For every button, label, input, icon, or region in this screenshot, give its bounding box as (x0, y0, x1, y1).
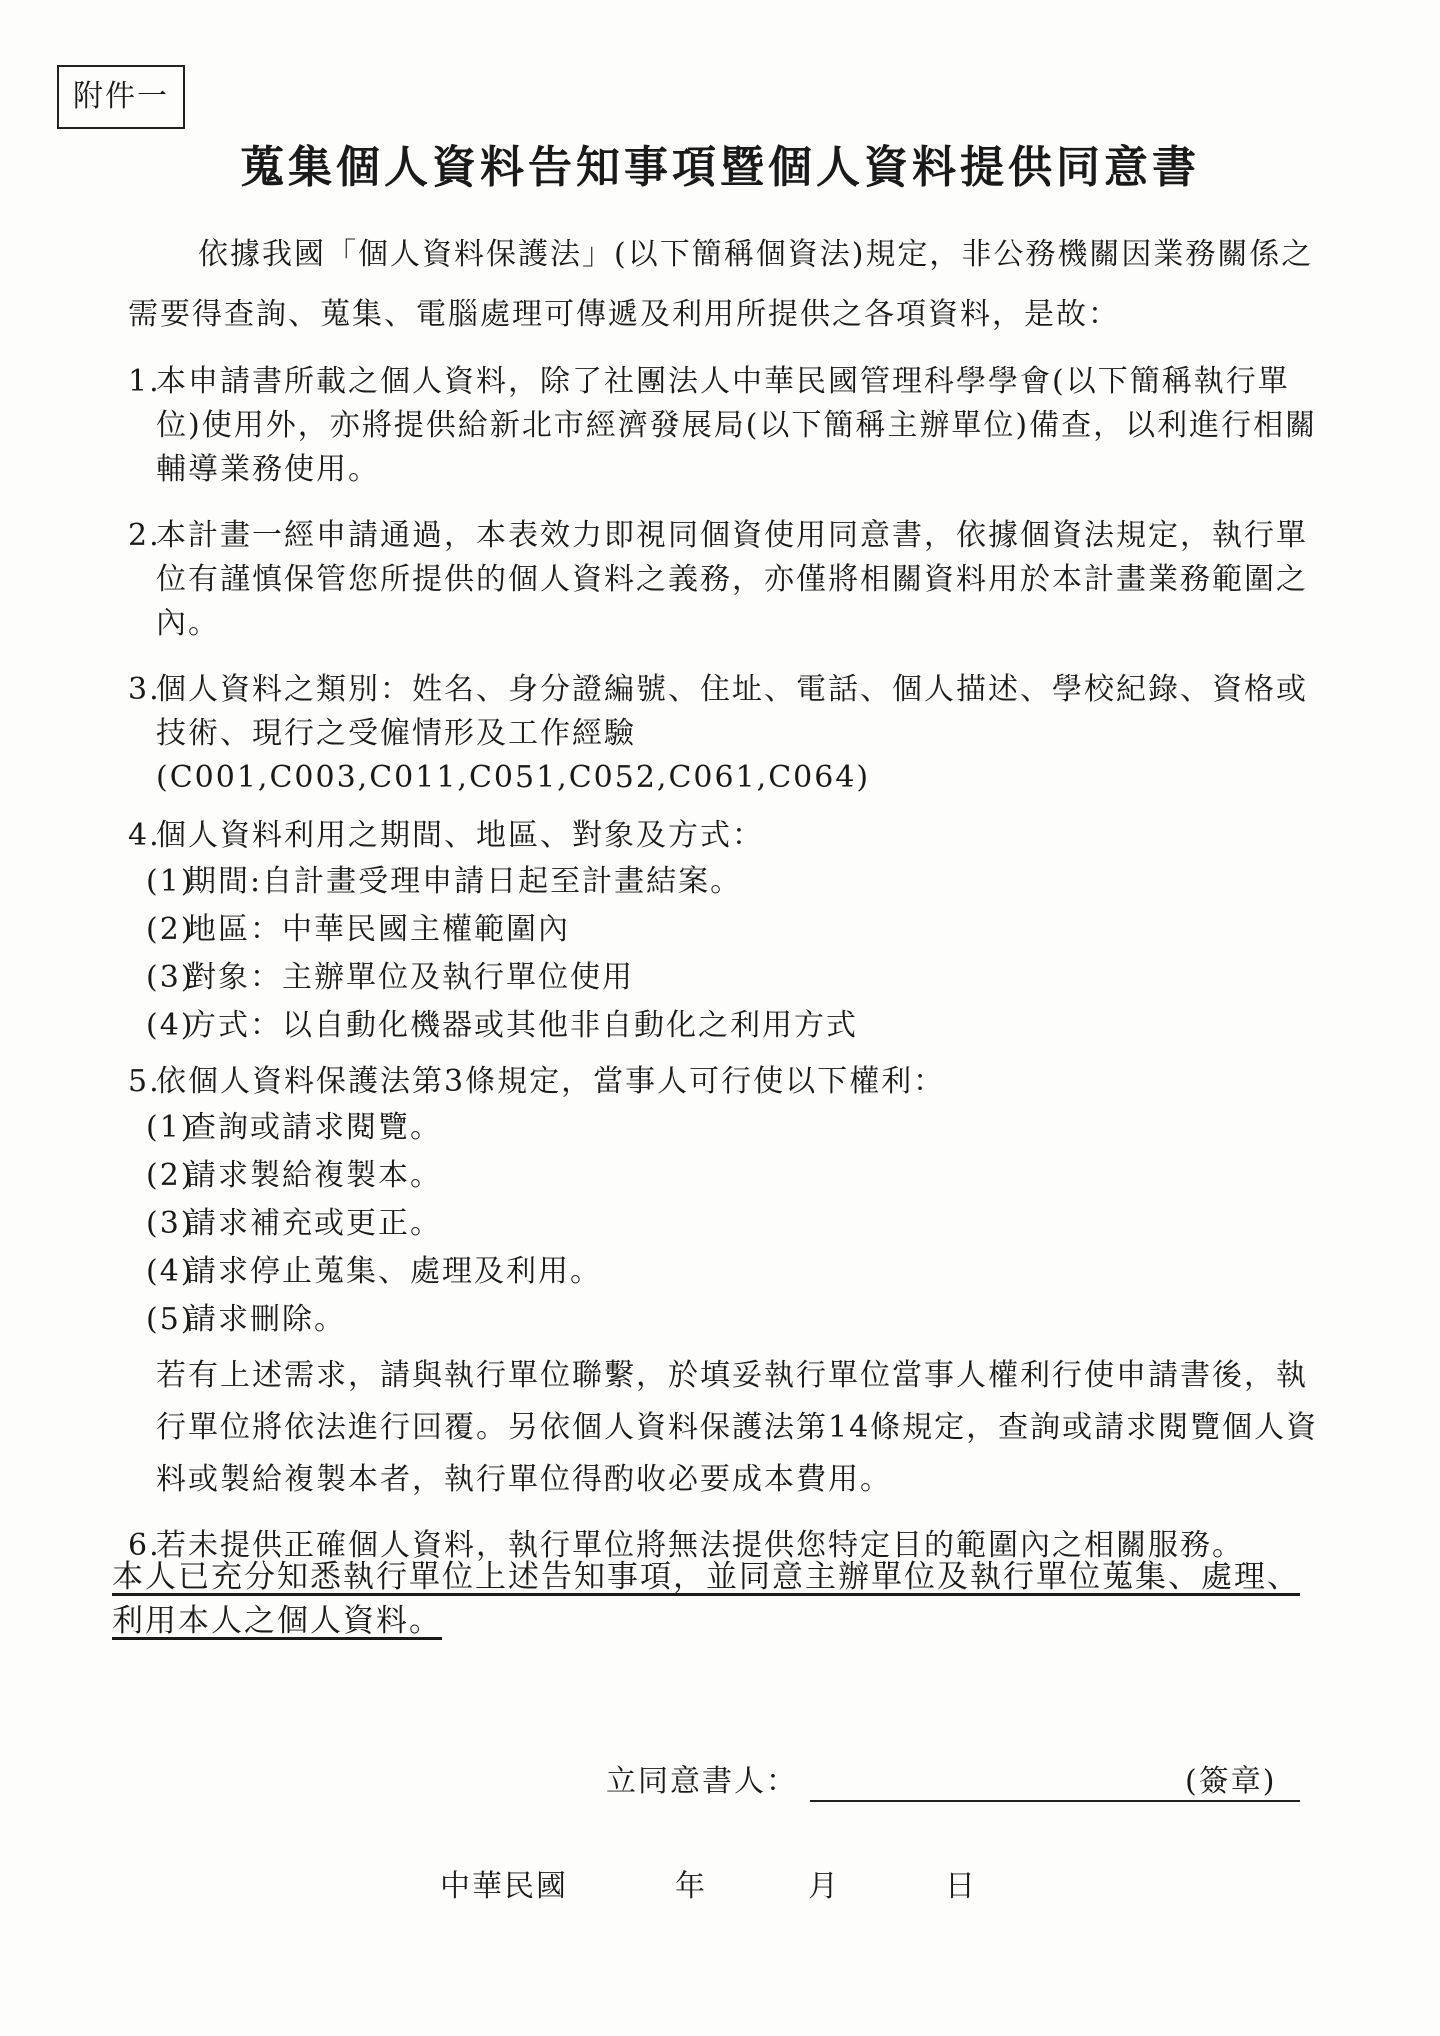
item4-subitem-4 (128, 1002, 1328, 1050)
item-number: 3. (128, 672, 161, 707)
item-text: 個人資料之類別：姓名、身分證編號、住址、電話、個人描述、學校紀錄、資格或技術、現行之受僱情形及工作經驗(C001,C003,C011,C051,C052,C061,C064) (156, 672, 1308, 795)
subitem-number: (3) (146, 1206, 195, 1241)
item-text: 個人資料利用之期間、地區、對象及方式： (156, 818, 764, 853)
item5-subitem-3 (128, 1200, 1328, 1248)
signer-label: 立同意書人： (606, 1764, 798, 1799)
subitem-number: (1) (146, 1110, 195, 1145)
item5-subitem-1 (128, 1104, 1328, 1152)
notice-item-4 (128, 814, 1328, 858)
notice-item-2 (128, 514, 1328, 646)
annex-label: 附件一 (57, 65, 185, 129)
subitem-number: (2) (146, 1158, 195, 1193)
date-year-label: 年 (675, 1869, 707, 1904)
item-number: 2. (128, 518, 161, 553)
intro-paragraph: 依據我國「個人資料保護法」(以下簡稱個資法)規定，非公務機關因業務關係之需要得查詢、蒐集、電腦處理可傳遞及利用所提供之各項資料，是故： (128, 237, 1314, 332)
date-month-label: 月 (808, 1869, 840, 1904)
subitem-text: 請求刪除。 (186, 1302, 346, 1337)
item5-subitem-2 (128, 1152, 1328, 1200)
item4-subitem-2 (128, 906, 1328, 954)
subitem-number: (4) (146, 1254, 195, 1289)
subitem-number: (5) (146, 1302, 195, 1337)
item5-subitem-5 (128, 1296, 1328, 1344)
item-number: 6. (128, 1528, 161, 1563)
notice-item-1 (128, 360, 1328, 492)
date-country: 中華民國 (440, 1869, 568, 1904)
document-title: 蒐集個人資料告知事項暨個人資料提供同意書 (240, 142, 1200, 193)
notice-items (128, 360, 1328, 1582)
item-text: 本申請書所載之個人資料，除了社團法人中華民國管理科學學會(以下簡稱執行單位)使用外，亦將提供給新北市經濟發展局(以下簡稱主辦單位)備查，以利進行相關輔導業務使用。 (156, 364, 1318, 487)
item-text: 若未提供正確個人資料，執行單位將無法提供您特定目的範圍內之相關服務。 (156, 1528, 1244, 1563)
item4-subitem-3 (128, 954, 1328, 1002)
subitem-text: 方式：以自動化機器或其他非自動化之利用方式 (186, 1008, 858, 1043)
subitem-text: 期間:自計畫受理申請日起至計畫結案。 (186, 864, 743, 899)
subitem-number: (4) (146, 1008, 195, 1043)
subitem-text: 請求製給複製本。 (186, 1158, 442, 1193)
item-number: 4. (128, 818, 161, 853)
notice-item-5 (128, 1060, 1328, 1104)
subitem-text: 請求補充或更正。 (186, 1206, 442, 1241)
subitem-number: (2) (146, 912, 195, 947)
subitem-number: (1) (146, 864, 195, 899)
subitem-text: 請求停止蒐集、處理及利用。 (186, 1254, 602, 1289)
subitem-text: 對象：主辦單位及執行單位使用 (186, 960, 634, 995)
item-text: 依個人資料保護法第3條規定，當事人可行使以下權利： (156, 1064, 946, 1099)
subitem-text: 查詢或請求閱覽。 (186, 1110, 442, 1145)
item-text: 本計畫一經申請通過，本表效力即視同個資使用同意書，依據個資法規定，執行單位有謹慎保管您所提供的個人資料之義務，亦僅將相關資料用於本計畫業務範圍之內。 (156, 518, 1308, 641)
item4-subitem-1 (128, 858, 1328, 906)
subitem-text: 地區：中華民國主權範圍內 (186, 912, 570, 947)
item5-subitem-4 (128, 1248, 1328, 1296)
notice-item-3 (128, 668, 1328, 800)
subitem-number: (3) (146, 960, 195, 995)
seal-label: (簽章) (1185, 1764, 1277, 1799)
item5-note: 若有上述需求，請與執行單位聯繫，於填妥執行單位當事人權利行使申請書後，執行單位將依法進行回覆。另依個人資料保護法第14條規定，查詢或請求閱覽個人資料或製給複製本者，執行單位得酌收必要成本費用。 (156, 1358, 1319, 1497)
date-day-label: 日 (945, 1869, 977, 1904)
item-number: 5. (128, 1064, 161, 1099)
agreement-statement: 本人已充分知悉執行單位上述告知事項，並同意主辦單位及執行單位蒐集、處理、利用本人之個人資料。 (112, 1559, 1300, 1639)
item-number: 1. (128, 364, 161, 399)
